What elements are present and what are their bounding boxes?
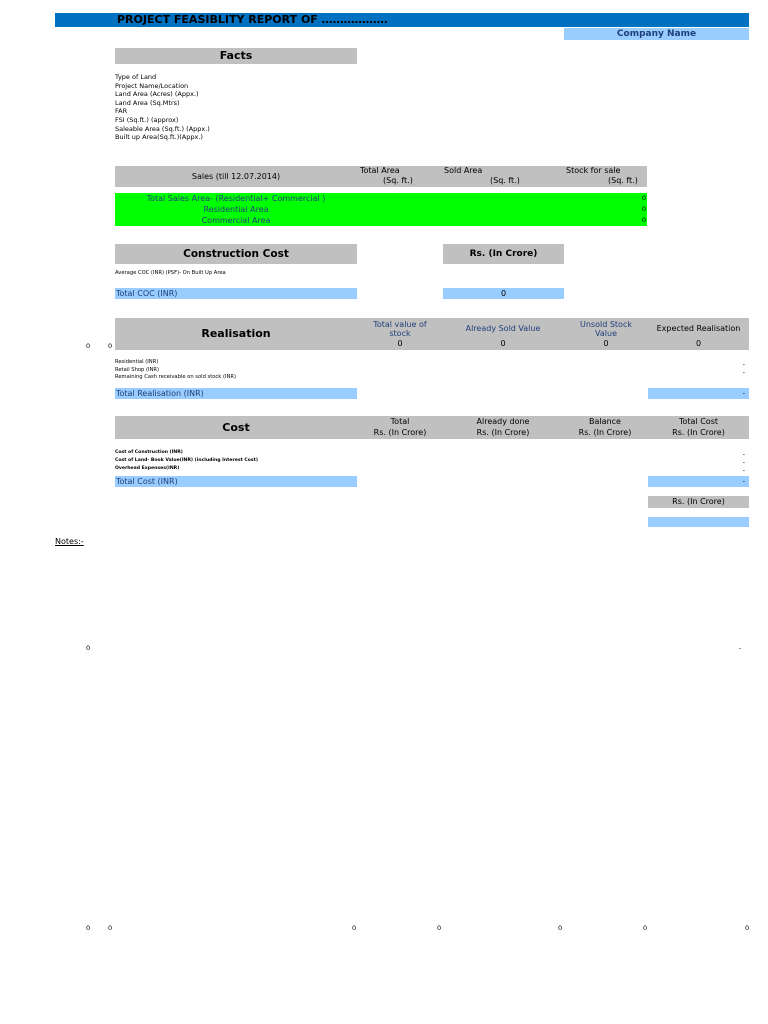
stray-bottom-value: 0 [643, 924, 648, 932]
sales-row-value: 0 [641, 205, 646, 213]
realisation-total-value: - [742, 389, 745, 397]
realisation-col-expected: Expected Realisation [656, 324, 741, 333]
stray-bottom-value: 0 [437, 924, 442, 932]
report-title: PROJECT FEASIBLITY REPORT OF ……………… [117, 13, 388, 26]
cost-col-total-cost: Total Cost [678, 417, 718, 426]
realisation-heading: Realisation [201, 327, 271, 340]
cost-row-value: - [742, 450, 745, 458]
facts-item: FAR [115, 107, 128, 116]
realisation-col-sold-value: Already Sold Value [465, 324, 541, 333]
cost-col-total-cost-unit: Rs. (In Crore) [672, 428, 725, 437]
cost-total-value: - [742, 477, 745, 485]
sales-col-stock-unit: (Sq. ft.) [608, 176, 638, 185]
sales-row-label: Total Sales Area- (Residential+ Commercial ) [146, 194, 326, 203]
facts-item: Built up Area(Sq.ft.)(Appx.) [115, 133, 203, 142]
stray-mid-right: - [739, 644, 742, 652]
sales-row-label: Residential Area [203, 205, 269, 214]
facts-item: Land Area (Sq.Mtrs) [115, 98, 180, 107]
realisation-expected-amount: 0 [695, 339, 702, 348]
construction-total-label: Total COC (INR) [116, 289, 178, 298]
stray-bottom-value: 0 [86, 924, 91, 932]
sales-col-stock: Stock for sale [566, 166, 621, 175]
sales-col-total-area: Total Area [360, 166, 400, 175]
realisation-total-value-amount: 0 [397, 339, 403, 348]
facts-heading: Facts [219, 49, 253, 62]
realisation-col-unsold-value: Unsold Stock Value [580, 320, 632, 338]
realisation-rows [115, 359, 236, 382]
realisation-left-zero: 0 [86, 342, 91, 350]
sales-col-total-area-unit: (Sq. ft.) [383, 176, 413, 185]
cost-heading: Cost [222, 421, 250, 434]
construction-avg-label: Average COC (INR) (PSF)- On Built Up Area [115, 270, 226, 276]
stray-bottom-value: 0 [745, 924, 750, 932]
realisation-left-zero: 0 [108, 342, 113, 350]
cost-col-total-unit: Rs. (In Crore) [373, 428, 427, 437]
construction-unit: Rs. (In Crore) [469, 249, 538, 259]
cost-col-total: Total [390, 417, 410, 426]
cost-col-done-unit: Rs. (In Crore) [476, 428, 530, 437]
sales-heading: Sales (till 12.07.2014) [191, 172, 281, 181]
cost-row-label: Cost of Land- Book Value(INR) (including Interest Cost) [115, 457, 258, 463]
cost-row-label: Cost of Construction (INR) [115, 450, 183, 455]
cost-total-label: Total Cost (INR) [116, 477, 178, 486]
cost-col-balance-unit: Rs. (In Crore) [578, 428, 632, 437]
facts-list [115, 73, 210, 142]
stray-bottom-value: 0 [108, 924, 113, 932]
facts-item: FSI (Sq.ft.) (approx) [115, 115, 179, 124]
sales-row-value: 0 [641, 194, 646, 202]
realisation-row-value: - [742, 368, 745, 376]
cost-row-value: - [742, 458, 745, 466]
construction-heading: Construction Cost [183, 248, 289, 260]
realisation-row-label: Retail Shop (INR) [115, 366, 160, 373]
facts-item: Project Name/Location [115, 81, 189, 90]
realisation-sold-value-amount: 0 [500, 339, 506, 348]
realisation-row-value: - [742, 360, 745, 368]
company-name: Company Name [616, 29, 697, 39]
stray-mid-left: 0 [86, 644, 91, 652]
facts-item: Saleable Area (Sq.ft.) (Appx.) [115, 124, 210, 133]
sales-row-label: Commercial Area [201, 216, 271, 225]
realisation-col-total-value: Total value of stock [373, 320, 427, 338]
cost-col-done: Already done [476, 417, 530, 426]
realisation-total-label: Total Realisation (INR) [116, 389, 204, 398]
realisation-row-label: Residential (INR) [115, 359, 159, 365]
construction-total-value: 0 [500, 289, 507, 298]
realisation-row-label: Remaining Cash receivable on sold stock (INR) [115, 374, 237, 380]
cost-unit-box: Rs. (In Crore) [672, 497, 725, 506]
stray-bottom-value: 0 [352, 924, 357, 932]
cost-row-value: - [742, 466, 745, 474]
sales-col-sold-area-unit: (Sq. ft.) [490, 176, 520, 185]
notes-label: Notes:- [55, 537, 84, 546]
cost-rows [115, 449, 258, 472]
cost-unit-value-bar [648, 517, 749, 527]
realisation-unsold-value-amount: 0 [603, 339, 609, 348]
facts-item: Type of Land [115, 73, 157, 81]
facts-item: Land Area (Acres) (Appx.) [115, 90, 199, 99]
sales-row-value: 0 [641, 216, 646, 224]
cost-col-balance: Balance [589, 417, 621, 426]
sales-col-sold-area: Sold Area [444, 166, 483, 175]
cost-row-label: Overhead Expenses(INR) [115, 465, 180, 471]
stray-bottom-value: 0 [558, 924, 563, 932]
